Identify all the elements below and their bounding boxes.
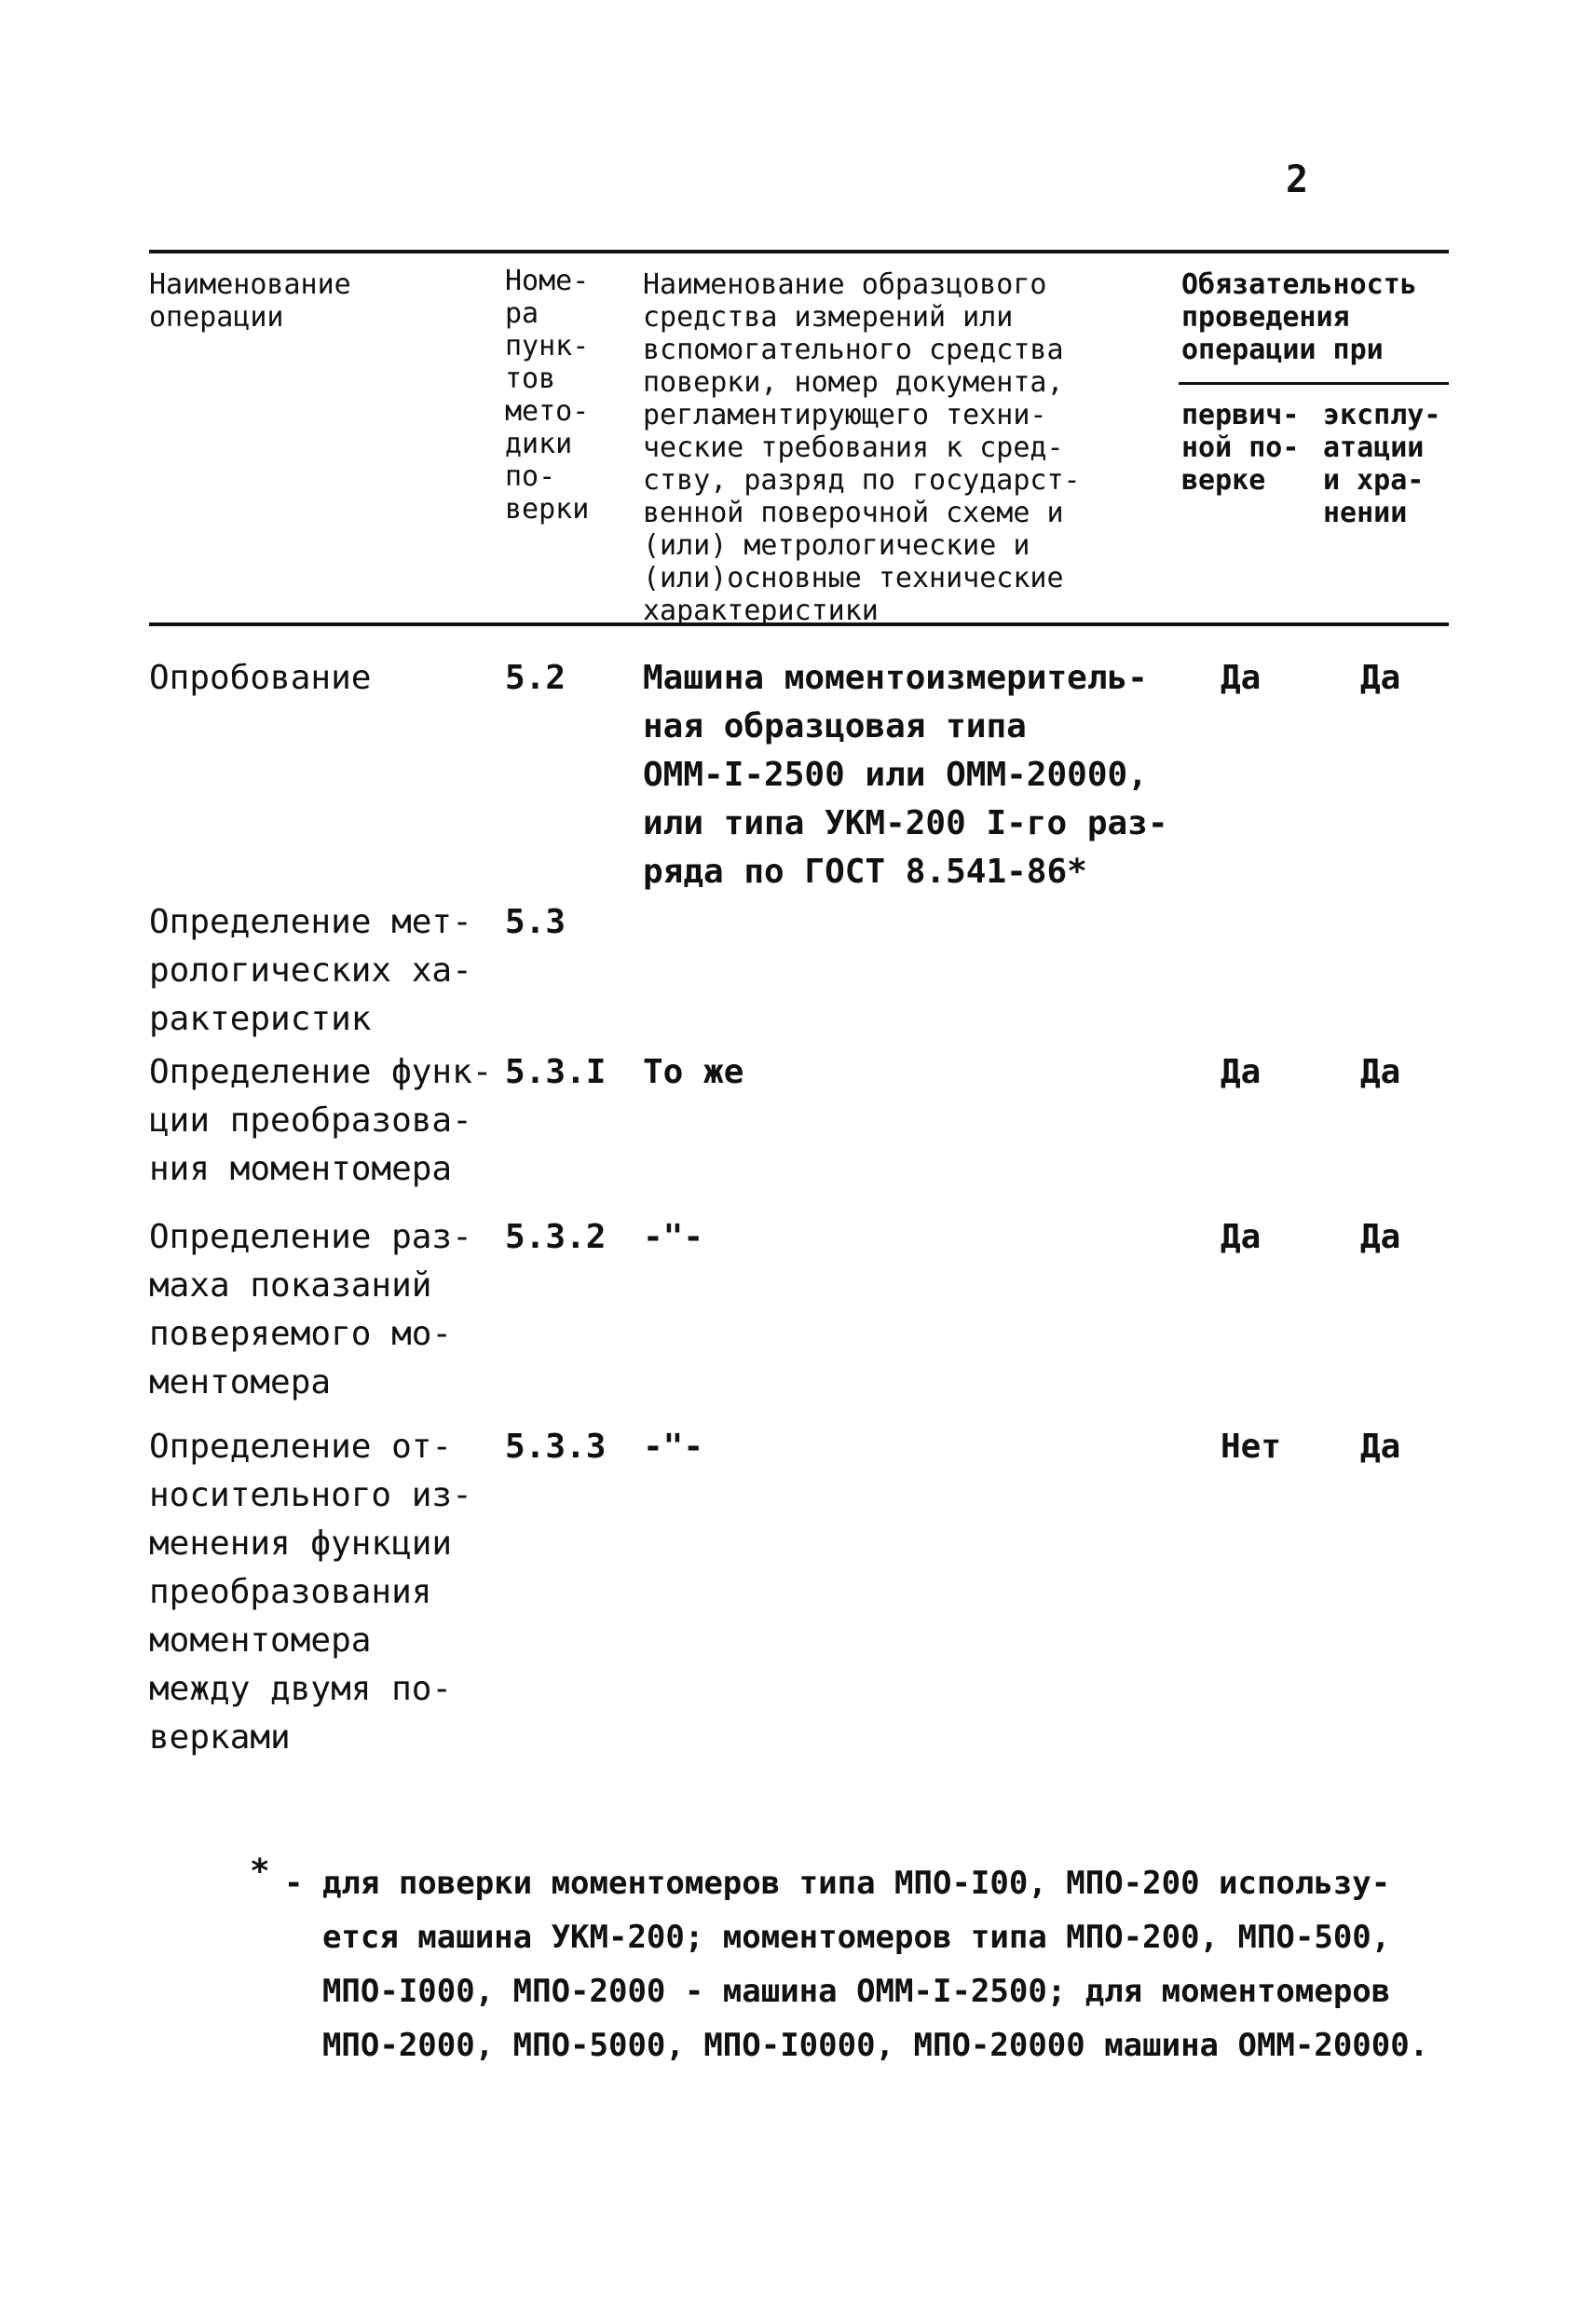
row-clause-number: 5.3.I	[505, 1053, 607, 1091]
table-top-rule	[149, 250, 1449, 253]
row-operation-name: Определение функ- ции преобразова- ния моментомера	[149, 1053, 493, 1188]
row-operation-name: Определение от- носительного из- менения функции преобразования моментомера между двумя по- верками	[149, 1428, 472, 1757]
row-operation: Да	[1360, 659, 1401, 697]
row-primary: Да	[1221, 659, 1262, 697]
header-reference-means: Наименование образцового средства измерений или вспомогательного средства поверки, номер документа, регламентирующего техни- ческие требования к сред- ству, разряд по государст- венной поверочной схеме и (или) метрологические и (или)основные технические характеристики	[643, 268, 1081, 627]
row-reference-means: Машина моментоизмеритель- ная образцовая типа ОММ-I-2500 или ОММ-20000, или типа УКМ-200 I-го раз- ряда по ГОСТ 8.541-86*	[643, 659, 1168, 891]
header-clause-number: Номе- ра пунк- тов мето- дики по- верки	[505, 265, 590, 526]
row-operation: Да	[1360, 1218, 1401, 1256]
row-operation-name: Опробование	[149, 659, 372, 697]
header-operation-storage: эксплу- атации и хра- нении	[1323, 399, 1441, 529]
row-operation: Да	[1360, 1053, 1401, 1091]
footnote-text: - для поверки моментомеров типа МПО-I00, МПО-200 использу- ется машина УКМ-200; моментомеров типа МПО-200, МПО-500, МПО-I000, МПО-2000 - машина ОММ-I-2500; для моментомеров МПО-2000, МПО-5000, МПО-I0000, МПО-20000 машина ОММ-20000.	[284, 1865, 1429, 2064]
row-operation-name: Определение мет- рологических ха- рактеристик	[149, 903, 472, 1038]
header-primary-verification: первич- ной по- верке	[1181, 399, 1300, 497]
row-clause-number: 5.3.3	[505, 1428, 607, 1466]
header-sub-rule	[1179, 382, 1449, 385]
row-operation-name: Определение раз- маха показаний поверяемого мо- ментомера	[149, 1218, 472, 1402]
row-clause-number: 5.2	[505, 659, 566, 697]
row-clause-number: 5.3.2	[505, 1218, 607, 1256]
header-operation-name: Наименование операции	[149, 268, 351, 334]
header-obligation: Обязательность проведения операции при	[1181, 268, 1417, 366]
row-reference-means: -"-	[643, 1428, 704, 1466]
page-number: 2	[1286, 158, 1309, 201]
row-primary: Да	[1221, 1218, 1262, 1256]
footnote-mark: *	[250, 1853, 270, 1891]
row-primary: Нет	[1221, 1428, 1282, 1466]
row-operation: Да	[1360, 1428, 1401, 1466]
row-reference-means: -"-	[643, 1218, 704, 1256]
row-primary: Да	[1221, 1053, 1262, 1091]
row-reference-means: То же	[643, 1053, 744, 1091]
row-clause-number: 5.3	[505, 903, 566, 941]
